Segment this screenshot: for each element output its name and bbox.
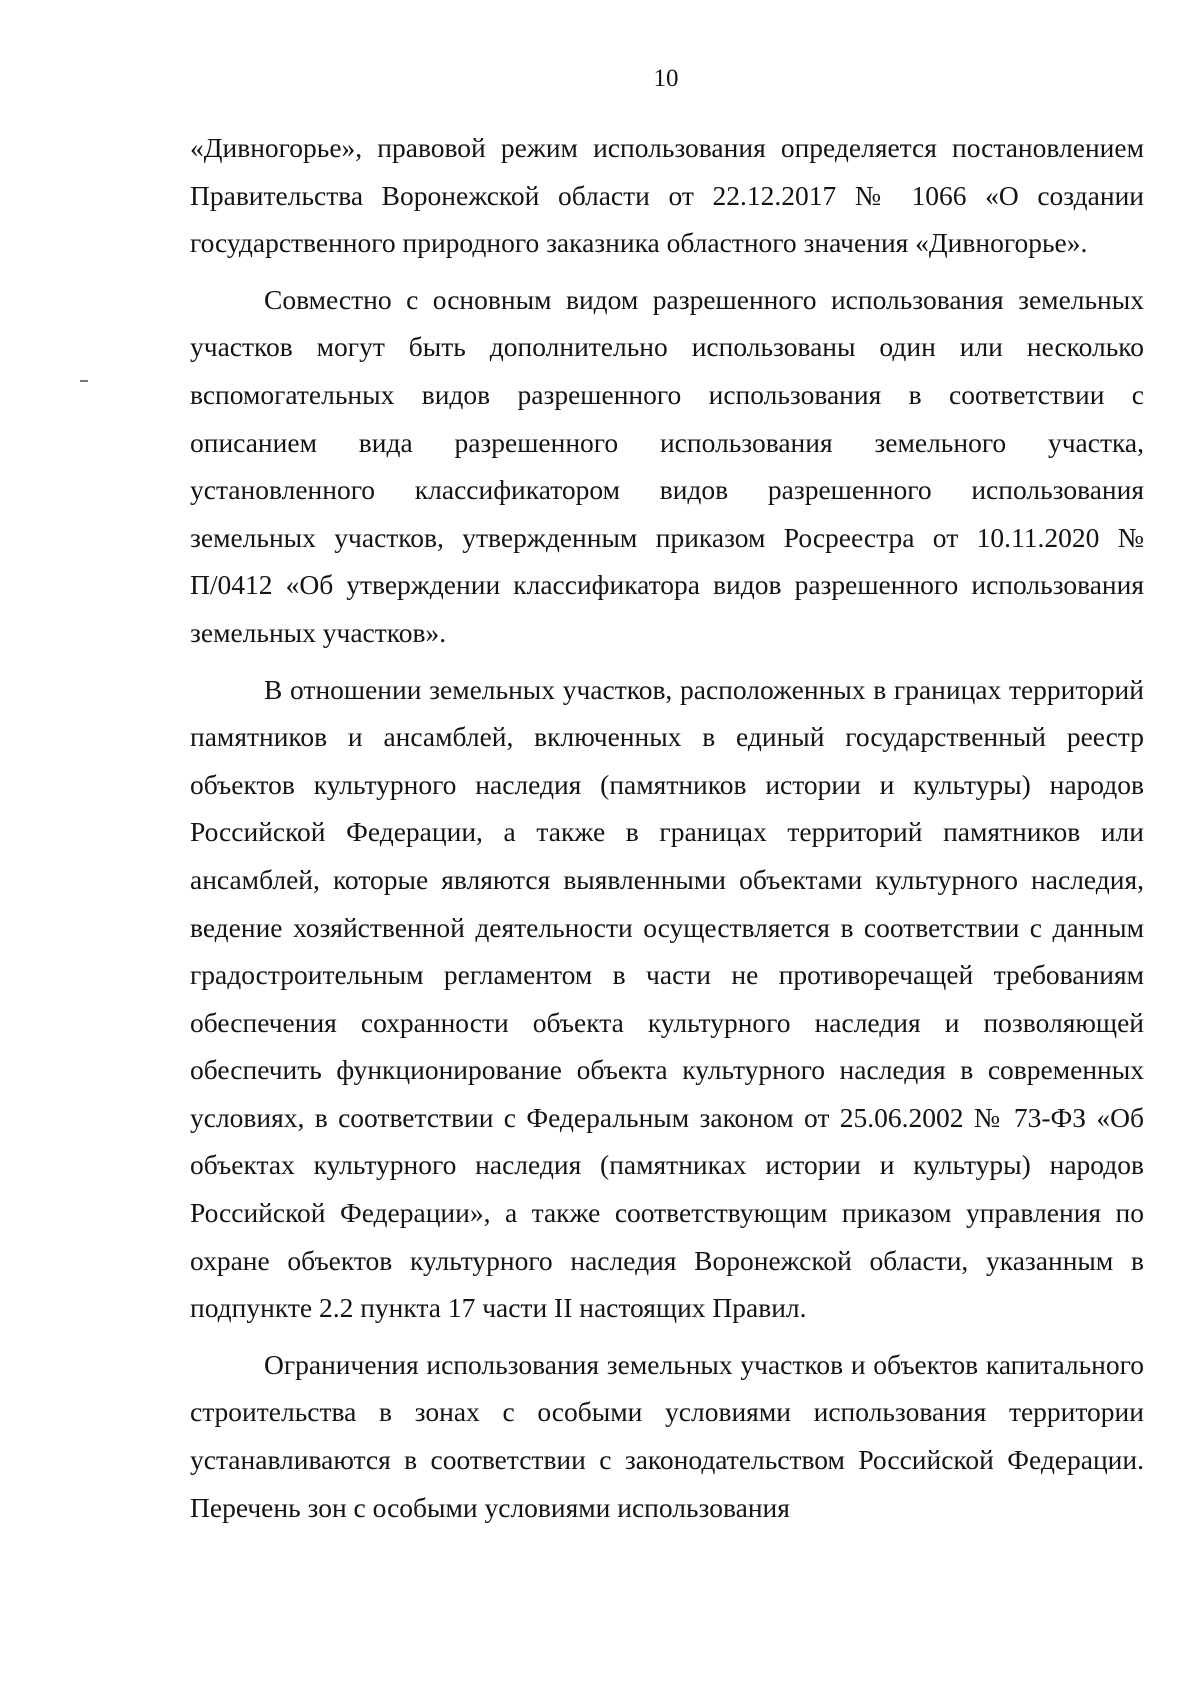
- paragraph-cultural-heritage: В отношении земельных участков, расположенных в границах территорий памятников и ансамблей, включенных в единый государственный реестр объектов культурного наследия (памятников истории и культуры) народов Российской Федерации, а также в границах территорий памятников или ансамблей, которые являются выявленными объектами культурного наследия, ведение хозяйственной деятельности осуществляется в соответствии с данным градостроительным регламентом в части не противоречащей требованиям обеспечения сохранности объекта культурного наследия и позволяющей обеспечить функционирование объекта культурного наследия в современных условиях, в соответствии с Федеральным законом от 25.06.2002 № 73-ФЗ «Об объектах культурного наследия (памятниках истории и культуры) народов Российской Федерации», а также соответствующим приказом управления по охране объектов культурного наследия Воронежской области, указанным в подпункте 2.2 пункта 17 части II настоящих Правил.: [190, 673, 1144, 1324]
- paragraph-restrictions: Ограничения использования земельных участков и объектов капитального строительства в зонах с особыми условиями использования территории устанавливаются в соответствии с законодательством Российской Федерации. Перечень зон с особыми условиями использования: [190, 1348, 1144, 1523]
- paragraph-auxiliary-use: Совместно с основным видом разрешенного использования земельных участков могут быть дополнительно использованы один или несколько вспомогательных видов разрешенного использования в соответствии с описанием вида разрешенного использования земельного участка, установленного классификатором видов разрешенного использования земельных участков, утвержденным приказом Росреестра от 10.11.2020 № П/0412 «Об утверждении классификатора видов разрешенного использования земельных участков».: [190, 283, 1144, 648]
- body-text: [190, 124, 1144, 1531]
- margin-mark: [80, 380, 88, 382]
- page-number: 10: [653, 65, 679, 92]
- paragraph-continuation: «Дивногорье», правовой режим использования определяется постановлением Правительства Воронежской области от 22.12.2017 № 1066 «О создании государственного природного заказника областного значения «Дивногорье».: [190, 132, 1144, 259]
